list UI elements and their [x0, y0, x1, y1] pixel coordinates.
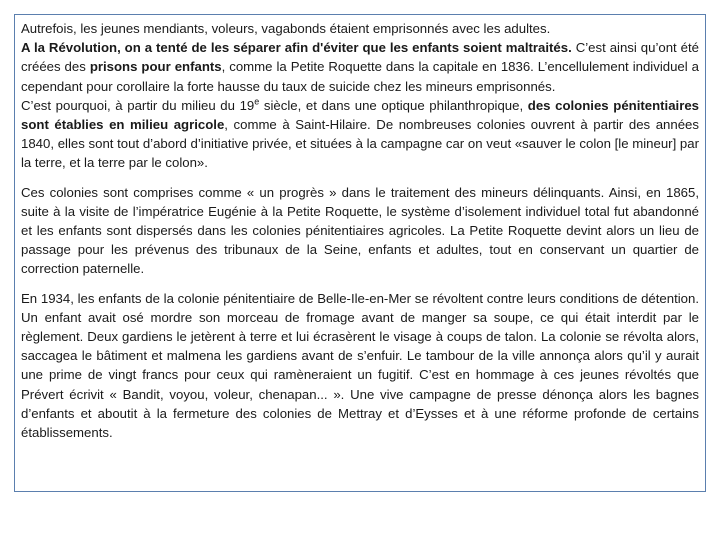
century-superscript: e — [254, 96, 260, 107]
p1-bold-sentence: A la Révolution, on a tenté de les séparer afin d'éviter que les enfants soient maltraités. — [21, 40, 572, 56]
p1-century-mid: siècle, et dans une optique philanthropique, — [259, 97, 528, 113]
p1-century-end: , comme à Saint-Hilaire. De nombreuses colonies ouvrent à partir des années 1840, elles sont tout d’abord d’initiative privée, et situées à la campagne car on veut «sauver le colon [le mineur] par la terre, et la terre par le colon». — [21, 117, 699, 171]
text-box — [14, 14, 706, 492]
paragraph-gap — [21, 173, 699, 183]
paragraph-1 — [21, 19, 699, 173]
p1-text: C’est ainsi qu’ont été créées des — [21, 40, 699, 75]
p1-text-end: , comme la Petite Roquette dans la capitale en 1836. L’encellulement individuel a cependant pour corollaire la forte hausse du taux de suicide chez les mineurs emprisonnés. — [21, 59, 699, 94]
paragraph-3: En 1934, les enfants de la colonie pénitentiaire de Belle-Ile-en-Mer se révoltent contre leurs conditions de détention. Un enfant avait osé mordre son morceau de fromage avant de manger sa soupe, ce qui était interdit par le règlement. Deux gardiens le jetèrent à terre et lui écrasèrent le visage à coups de talon. La colonie se révolta alors, saccagea le bâtiment et malmena les gardiens avant de s’enfuir. Le tambour de la ville annonça alors qu’il y aurait une prime de vingt francs pour ceux qui ramèneraient un fugitif. C’est en hommage à ces jeunes révoltés que Prévert écrivit « Bandit, voyou, voleur, chenapan... ». Une vive campagne de presse dénonça alors les bagnes d’enfants et aboutit à la fermeture des colonies de Mettray et d’Eysses et à une réforme profonde de certains établissements. — [21, 290, 699, 441]
p1-bold-colonies: des colonies pénitentiaires sont établies en milieu agricole — [21, 97, 700, 133]
p1-century-start: C’est pourquoi, à partir du milieu du 19 — [21, 97, 255, 113]
p1-line1: Autrefois, les jeunes mendiants, voleurs, vagabonds étaient emprisonnés avec les adultes. — [21, 21, 551, 36]
p1-bold-prisons: prisons pour enfants — [89, 59, 222, 75]
paragraph-gap — [21, 279, 699, 289]
paragraph-2: Ces colonies sont comprises comme « un progrès » dans le traitement des mineurs délinquants. Ainsi, en 1865, suite à la visite de l’impératrice Eugénie à la Petite Roquette, le système d’isolement individuel total fut abandonné et les enfants sont dispersés dans les colonies pénitentiaires agricoles. La Petite Roquette devint alors un lieu de passage pour les prévenus des tribunaux de la Seine, enfants et adultes, tout en conservant un quartier de correction paternelle. — [21, 184, 699, 277]
